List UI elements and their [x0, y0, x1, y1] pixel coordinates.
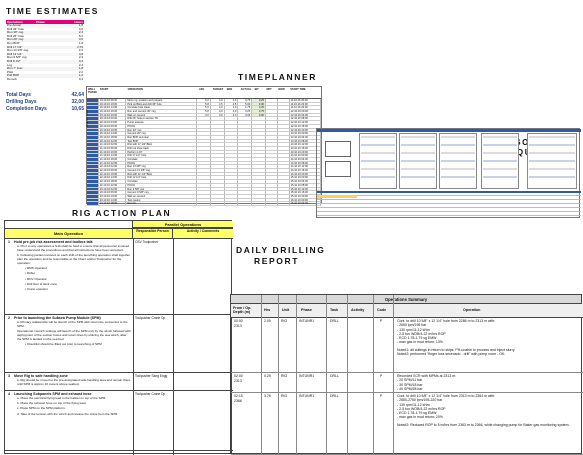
operations-summary-title: Operations Summary: [231, 295, 581, 304]
resource-cell: [361, 136, 395, 138]
op-line: - 2650-2750 lpm/195-220 bar: [397, 398, 443, 403]
resource-cell: [361, 152, 395, 154]
resource-cell: [529, 152, 575, 154]
op-line: Recorded SCR with MPMs at 2313 m:: [397, 374, 457, 378]
start-time-cell: 15.10.16 16:00: [290, 191, 321, 195]
rig-action-number: 3: [8, 374, 10, 378]
resource-blocks: [317, 129, 579, 217]
start-cell: 23.10.16 02:00: [99, 188, 127, 192]
start-time-cell: 15.10.16 04:00: [290, 180, 321, 184]
op-line: Cont. to drill 10 5/8" x 12 1/4" hole from 2286 m to 2313 m with:: [397, 319, 496, 323]
op-code: P: [380, 319, 383, 323]
operation-cell: Run 20" csg: [126, 129, 197, 133]
op-hrs: 3.75: [264, 394, 271, 398]
start-time-cell: 13.10.16 12:00: [290, 143, 321, 147]
value-cell: [225, 202, 239, 206]
timeplanner-header: WELL PHASE START OPERATION AFE TARGET BDS ACTUAL B/T NPT NOW START TIME: [87, 87, 321, 99]
value-cell: 0,75: [252, 110, 266, 114]
rig-action-lines: [17, 321, 131, 348]
start-cell: 21.10.16 18:00: [99, 158, 127, 162]
operation-cell: Drill 12 1/4" hole: [126, 176, 197, 180]
op-line: - ECD 1.78-1.79 sg EMW: [397, 336, 437, 341]
time-estimate-label: Drill 8 1/2": [7, 59, 21, 63]
start-time-cell: 12.10.16 00:00: [290, 110, 321, 114]
start-cell: 20.10.16 04:00: [99, 121, 127, 125]
op-description: [397, 374, 581, 391]
rig-action-number: 1: [8, 240, 10, 244]
resource-cell: [441, 144, 475, 146]
drilling-days-row: Drilling Days 32,00: [6, 98, 84, 105]
time-estimate-value: 1,8: [78, 66, 83, 71]
operation-cell: Pump sweeps: [126, 121, 197, 125]
time-estimate-label: Run 30" csg: [7, 31, 24, 35]
resource-cell: [483, 176, 517, 178]
time-estimate-value: 1,8: [78, 23, 83, 27]
op-line: - 2-5 ton WOB/4-22 m/hrs ROP: [397, 406, 446, 411]
op-phase: INTUNR1: [299, 374, 315, 378]
value-cell: 5,0: [197, 106, 211, 110]
time-estimates-panel: [6, 20, 84, 180]
op-line: - 40 SPM/28 bar: [397, 386, 423, 391]
op-depth: 2366: [234, 398, 242, 403]
resource-cell: [483, 160, 517, 162]
op-from: 02:15: [234, 394, 243, 398]
operation-cell: Drill 26" hole to section TD: [126, 117, 197, 121]
resource-cell: [529, 160, 575, 162]
value-cell: 4,0: [211, 110, 225, 114]
value-cell: 3,0: [197, 114, 211, 118]
operations-columns: From / Op. Depth (m) Hrs Unit Phase Task Activity Code Operation: [231, 304, 583, 318]
start-cell: 23.10.16 06:00: [99, 191, 127, 195]
start-time-cell: 14.10.16 12:00: [290, 165, 321, 169]
rig-action-lines: [17, 397, 131, 418]
start-cell: 22.10.16 06:00: [99, 169, 127, 173]
resource-cell: [401, 176, 435, 178]
rig-action-item: [5, 315, 233, 373]
start-cell: 19.10.16 16:00: [99, 110, 127, 114]
time-estimate-value: 0,4: [78, 76, 83, 81]
timeplanner-rows: [87, 99, 321, 206]
start-time-cell: 14.10.16 00:00: [290, 154, 321, 158]
time-estimate-label: Demob: [7, 77, 17, 81]
start-cell: 20.10.16 18:00: [99, 136, 127, 140]
start-time-cell: 15.10.16 08:00: [290, 184, 321, 188]
rig-action-line: • Drill floor & deck crew: [25, 281, 57, 286]
operation-row: [231, 393, 583, 455]
rig-action-line: • Crane operator: [25, 286, 48, 291]
operation-cell: Perform LOT: [126, 151, 197, 155]
rig-action-item: [5, 391, 233, 451]
operation-cell: Demob: [126, 202, 197, 206]
value-cell: 4,0: [225, 99, 239, 103]
resource-cell: [529, 136, 575, 138]
rig-action-item: [5, 239, 233, 315]
resource-cell: [441, 176, 475, 178]
operation-cell: Drill out shoe track: [126, 147, 197, 151]
start-cell: 22.10.16 14:00: [99, 176, 127, 180]
start-time-cell: 15.10.16 00:00: [290, 176, 321, 180]
resource-cell: [483, 136, 517, 138]
start-time-cell: 13.10.16 20:00: [290, 151, 321, 155]
start-time-cell: 11.10.16 23:00: [290, 103, 321, 107]
time-estimate-value: 4,8: [78, 51, 83, 56]
start-cell: 21.10.16 06:00: [99, 147, 127, 151]
start-time-cell: 13.10.16 00:00: [290, 132, 321, 136]
time-estimate-value: 2,76: [77, 44, 83, 49]
value-cell: 3,0: [211, 114, 225, 118]
op-line: - 130 rpm/11-12 kNm: [397, 402, 430, 407]
resource-cell: [483, 152, 517, 154]
rig-action-line: a. Place the electrical flying lead in the basket on top of the SPM.: [17, 396, 107, 400]
time-estimates-header: Operations Phase Hours: [7, 20, 83, 24]
rig-action-table: [4, 220, 232, 454]
op-line: - 20 SPM/11 bar: [397, 378, 423, 383]
resource-cell: [361, 176, 395, 178]
rig-action-line: • RMS Operator: [25, 266, 47, 271]
start-cell: 22.10.16 10:00: [99, 173, 127, 177]
value-cell: 4,0: [225, 110, 239, 114]
main-operation-header: Main Operation: [5, 229, 133, 238]
time-estimate-label: Drill 36" hole: [7, 27, 24, 31]
responsible-cell: OSV Toolpusher: [135, 240, 159, 244]
rig-action-number: 2: [8, 316, 10, 320]
op-from: 02:00: [234, 374, 243, 378]
rig-action-line: • Checklist should be filled out prior to launching of SPM: [25, 342, 102, 347]
resource-cell: [401, 136, 435, 138]
op-task: DRLL: [330, 394, 339, 398]
resource-cell: [441, 136, 475, 138]
start-cell: 19.10.16 20:00: [99, 114, 127, 118]
now-cell: [278, 202, 290, 206]
value-cell: 0,00: [252, 103, 266, 107]
value-cell: 5,8: [197, 103, 211, 107]
rig-action-line: b. Place the exhaust hose on top of the flying lead.: [17, 401, 87, 406]
resource-cell: [483, 144, 517, 146]
start-time-cell: 15.10.16 12:00: [290, 188, 321, 192]
resource-cell: [361, 144, 395, 146]
resource-cell: [401, 160, 435, 162]
value-cell: [211, 202, 225, 206]
total-days-row: Total Days 42,64: [6, 91, 84, 98]
rig-action-line: Operational / launch settings will launch of the SPM only by the winch followed with deployment of the suction hoses and return lines by utilizing the sea winch, after the SPM is landed on the sea bed.: [17, 329, 131, 341]
rig-action-item-title: Hold pre-job risk assessment and toolbox talk: [14, 240, 93, 244]
time-estimate-value: 2,2: [78, 69, 83, 74]
operation-cell: Circulate hole clean: [126, 106, 197, 110]
operation-cell: RIH with 17 1/2" BHA: [126, 143, 197, 147]
operation-cell: Move rig, position and prepare: [126, 99, 197, 103]
value-cell: 4,5: [225, 103, 239, 107]
start-cell: 23.10.16 14:00: [99, 199, 127, 203]
value-cell: [238, 202, 252, 206]
rig-action-line: c. Place SPM on the SPM platform.: [17, 406, 66, 411]
op-hrs: 0.25: [264, 374, 271, 378]
start-cell: 23.10.16 10:00: [99, 195, 127, 199]
start-time-cell: 14.10.16 16:00: [290, 169, 321, 173]
resource-cell: [441, 168, 475, 170]
operation-cell: Run 9 5/8" csg: [126, 188, 197, 192]
start-time-cell: 11.10.16 23:00: [290, 106, 321, 110]
rig-action-lines: [17, 245, 131, 293]
value-cell: [197, 202, 211, 206]
op-code: P: [380, 374, 383, 378]
operation-cell: Wait on cement: [126, 195, 197, 199]
value-cell: 4,5: [211, 103, 225, 107]
op-task: DRLL: [330, 374, 339, 378]
start-cell: 23.10.16 18:00: [99, 202, 127, 206]
operation-cell: POOH: [126, 125, 197, 129]
value-cell: 0,00: [252, 114, 266, 118]
resource-header-bar: [317, 129, 581, 132]
completion-days-row: Completion Days 10,65: [6, 105, 84, 112]
op-phase: INTUNR1: [299, 394, 315, 398]
start-time-cell: 13.10.16 04:00: [290, 136, 321, 140]
start-time-cell: 12.10.16 20:00: [290, 129, 321, 133]
start-cell: 22.10.16 18:00: [99, 180, 127, 184]
op-depth: 2313: [234, 323, 242, 328]
parallel-operations-header: Parallel Operations: [133, 221, 233, 228]
responsible-cell: Toolpusher Crane Op: [135, 392, 166, 396]
op-line: - ECD 1.78-1.79 sg EMW: [397, 411, 437, 416]
responsible-cell: Toolpusher Crane Op: [135, 316, 166, 320]
start-time-cell: 14.10.16 08:00: [290, 162, 321, 166]
op-hrs: 2.00: [264, 319, 271, 323]
timeplanner-table: [86, 86, 322, 204]
time-estimate-label: Run 13 3/8" csg: [7, 49, 29, 53]
rig-action-divider: [133, 239, 134, 455]
start-cell: 22.10.16 02:00: [99, 165, 127, 169]
op-unit: RIG: [281, 374, 288, 378]
op-phase: INTUNR1: [299, 319, 315, 323]
time-estimate-value: 2,4: [78, 55, 83, 60]
start-time-cell: 15.10.16 20:00: [290, 195, 321, 199]
value-cell: 3,25: [238, 110, 252, 114]
rig-action-item-title: Prior to launching the Subsea Pump Module (SPM): [14, 316, 101, 320]
value-cell: 4,0: [211, 99, 225, 103]
start-time-cell: 13.10.16 16:00: [290, 147, 321, 151]
start-cell: 20.10.16 14:00: [99, 132, 127, 136]
start-cell: 19.10.16 06:00: [99, 99, 127, 103]
op-description: [397, 394, 581, 427]
time-estimate-label: Run 9 5/8" csg: [7, 56, 27, 60]
operation-cell: Cement 20" csg: [126, 132, 197, 136]
npt-cell: [266, 202, 278, 206]
rig-action-line: d. Take of the tension with the winch and release the crane from the SPM.: [17, 411, 119, 416]
operation-cell: Wait on cement: [126, 114, 197, 118]
operation-cell: Test casing: [126, 199, 197, 203]
time-estimate-label: Drill 26" hole: [7, 34, 24, 38]
op-line: - 130 rpm/11-12 kNm: [397, 327, 430, 332]
rig-action-line: a. Rig should be moved to the pre-designated safe handling area and remain there until SPM is approx 10 meters above seabed.: [17, 378, 131, 386]
rig-action-item-title: Launching Subpanels SPM and exhaust hose: [14, 392, 92, 396]
op-depth: 2313: [234, 378, 242, 383]
start-time-cell: 14.10.16 20:00: [290, 173, 321, 177]
value-cell: 3,0: [225, 114, 239, 118]
value-cell: 6,0: [197, 99, 211, 103]
time-estimate-value: 5,2: [78, 33, 83, 38]
operation-cell: POOH: [126, 184, 197, 188]
resource-cell: [529, 168, 575, 170]
time-estimate-value: 1,8: [78, 40, 83, 45]
time-estimate-value: 3,0: [78, 37, 83, 42]
time-estimate-label: Run 20" csg: [7, 38, 24, 42]
well-phase-label: Drill 36" Hole: [85, 109, 89, 127]
operation-cell: Test BOP: [126, 140, 197, 144]
time-estimate-label: Run 7" liner: [7, 67, 23, 71]
time-estimate-value: 1,2: [78, 73, 83, 78]
op-unit: RIG: [281, 319, 288, 323]
resource-cell: [483, 168, 517, 170]
time-estimate-label: Drill 12 1/4": [7, 52, 23, 56]
value-cell: 5,00: [238, 103, 252, 107]
resource-cell: [529, 144, 575, 146]
time-estimate-value: 2,4: [78, 30, 83, 35]
op-line: Cont. to drill 10 5/8" x 12 1/4" hole from 2313 m to 2364 m with:: [397, 394, 496, 398]
time-estimate-value: 2,4: [78, 48, 83, 53]
value-cell: 5,8: [197, 110, 211, 114]
start-cell: 21.10.16 02:00: [99, 143, 127, 147]
resource-cell: [401, 168, 435, 170]
time-estimate-label: Pre Arrival: [7, 24, 21, 27]
start-cell: 21.10.16 22:00: [99, 162, 127, 166]
start-cell: 19.10.16 14:00: [99, 106, 127, 110]
start-time-cell: 14.10.16 04:00: [290, 158, 321, 162]
value-cell: 2,0: [211, 106, 225, 110]
value-cell: 1,75: [238, 106, 252, 110]
value-cell: [252, 202, 266, 206]
daily-drilling-subtitle: REPORT: [254, 256, 300, 266]
op-line: - 2-5 ton WOB/4-22 m/hrs ROP: [397, 331, 446, 336]
start-time-cell: 16.10.16 04:00: [290, 202, 321, 206]
resource-cell: [401, 144, 435, 146]
rig-action-divider: [173, 239, 174, 455]
operation-row: [231, 318, 583, 373]
operation-cell: Cement 9 5/8" csg: [126, 191, 197, 195]
start-cell: 20.10.16 00:00: [99, 117, 127, 121]
start-cell: 21.10.16 10:00: [99, 151, 127, 155]
time-estimate-value: 3,4: [78, 58, 83, 63]
time-estimates-title: TIME ESTIMATES: [6, 6, 100, 16]
start-cell: 21.10.16 14:00: [99, 154, 127, 158]
timeplanner-title: TIMEPLANNER: [238, 72, 317, 82]
op-line: Note#1: all cuttings in return to skips. PH-unable to process and inject slurry.: [397, 347, 516, 352]
rig-action-lines: [17, 379, 131, 388]
op-code: P: [380, 394, 383, 398]
time-estimate-label: Drill 17 1/2": [7, 45, 23, 49]
op-line: Note#2: Reduced ROP to 5 m/hrs from 2363 m to 2366, while changing pump for Baker gas monitoring system.: [397, 422, 570, 427]
value-cell: 0,25: [252, 99, 266, 103]
resource-grid: [316, 128, 580, 218]
resource-cell: [529, 176, 575, 178]
responsible-cell: Toolpusher Sang Engg: [135, 374, 168, 378]
start-cell: 19.10.16 10:00: [99, 103, 127, 107]
op-from: 00:00: [234, 319, 243, 323]
operations-summary-table: [230, 294, 582, 454]
op-description: [397, 319, 581, 356]
op-line: - 2650 lpm/195 bar: [397, 323, 427, 328]
time-estimate-label: Run BOP: [7, 41, 20, 45]
start-time-cell: 13.10.16 08:00: [290, 140, 321, 144]
value-cell: 3,00: [238, 114, 252, 118]
time-estimate-label: Log: [7, 63, 13, 67]
operation-cell: Run BOP and riser: [126, 136, 197, 140]
rig-action-plan-title: RIG ACTION PLAN: [72, 208, 172, 218]
start-cell: 22.10.16 22:00: [99, 184, 127, 188]
resource-cell: [441, 152, 475, 154]
start-time-cell: 16.10.16 00:00: [290, 199, 321, 203]
start-time-cell: 12.10.16 04:00: [290, 114, 321, 118]
rig-action-number: 4: [8, 392, 10, 396]
time-estimate-row: [6, 78, 84, 82]
time-estimate-label: P&A: [7, 70, 14, 74]
operation-cell: Drill 17 1/2" hole: [126, 154, 197, 158]
resource-cell: [361, 160, 395, 162]
resource-divider: [317, 191, 581, 193]
rig-action-item: [5, 373, 233, 391]
op-line: - max gas in mud return: 10%: [397, 340, 443, 345]
rig-action-line: a. Prior to any operations a SJA shall be held to ensure that all personnel involved have understood the procedures and that all instructions have been accepted.: [17, 244, 130, 252]
op-task: DRLL: [330, 319, 339, 323]
operation-row: [231, 373, 583, 393]
start-time-cell: 11.10.16 20:00: [290, 99, 321, 103]
rig-action-line: a. Primary relationship will be launch of the SPM with return the connected to the SPM.: [17, 320, 128, 328]
start-time-cell: 12.10.16 12:00: [290, 121, 321, 125]
operation-cell: POOH: [126, 162, 197, 166]
resource-block: [325, 161, 351, 177]
operation-cell: Circulate: [126, 158, 197, 162]
operation-cell: Run and cement 30" csg: [126, 110, 197, 114]
timeplanner-row: [87, 202, 321, 206]
operation-cell: RIH with 12 1/4" BHA: [126, 173, 197, 177]
time-estimate-label: Pull BOP: [7, 74, 20, 78]
time-estimates-rows: [6, 24, 84, 82]
start-time-cell: 12.10.16 08:00: [290, 117, 321, 121]
operation-cell: Cement 13 3/8" csg: [126, 169, 197, 173]
responsible-header: Responsible Person: [133, 229, 173, 238]
operation-cell: Run 13 3/8" csg: [126, 165, 197, 169]
start-cell: 20.10.16 10:00: [99, 129, 127, 133]
op-line: - max gas in mud return: 20%: [397, 415, 443, 420]
resource-highlight: [317, 195, 357, 198]
rig-action-item-title: Move Rig to safe handling zone: [14, 374, 68, 378]
rig-action-body: [5, 239, 233, 455]
resource-block: [325, 141, 351, 157]
time-estimate-value: 3,6: [78, 26, 83, 31]
rig-action-line: b. Following parties involved on each shift of the launching operation shall together plan the operation and be responsible to the Client and/or Toolpusher for the operation:: [17, 253, 131, 265]
start-cell: 20.10.16 06:00: [99, 125, 127, 129]
activity-header: Activity / Comments: [173, 229, 233, 238]
operation-cell: Pick up BHA and drill 36" hole: [126, 103, 197, 107]
value-cell: 2,0: [225, 106, 239, 110]
op-unit: RIG: [281, 394, 288, 398]
resource-cell: [361, 168, 395, 170]
op-line: Note#2: performed "finger loss secenario - drill" with pump room - OK.: [397, 352, 506, 357]
start-cell: 20.10.16 22:00: [99, 140, 127, 144]
start-time-cell: 12.10.16 16:00: [290, 125, 321, 129]
rig-action-line: • ROV Operator: [25, 276, 47, 281]
daily-drilling-title: DAILY DRILLING: [236, 245, 326, 255]
phase-cell: [87, 202, 99, 206]
resource-cell: [401, 152, 435, 154]
operation-cell: Circulate: [126, 180, 197, 184]
value-cell: 0,25: [252, 106, 266, 110]
op-line: - 30 SPM/18 bar: [397, 382, 423, 387]
time-estimate-value: 2,4: [78, 62, 83, 67]
rig-action-line: • Driller: [25, 271, 36, 276]
value-cell: 3,75: [238, 99, 252, 103]
resource-cell: [441, 160, 475, 162]
